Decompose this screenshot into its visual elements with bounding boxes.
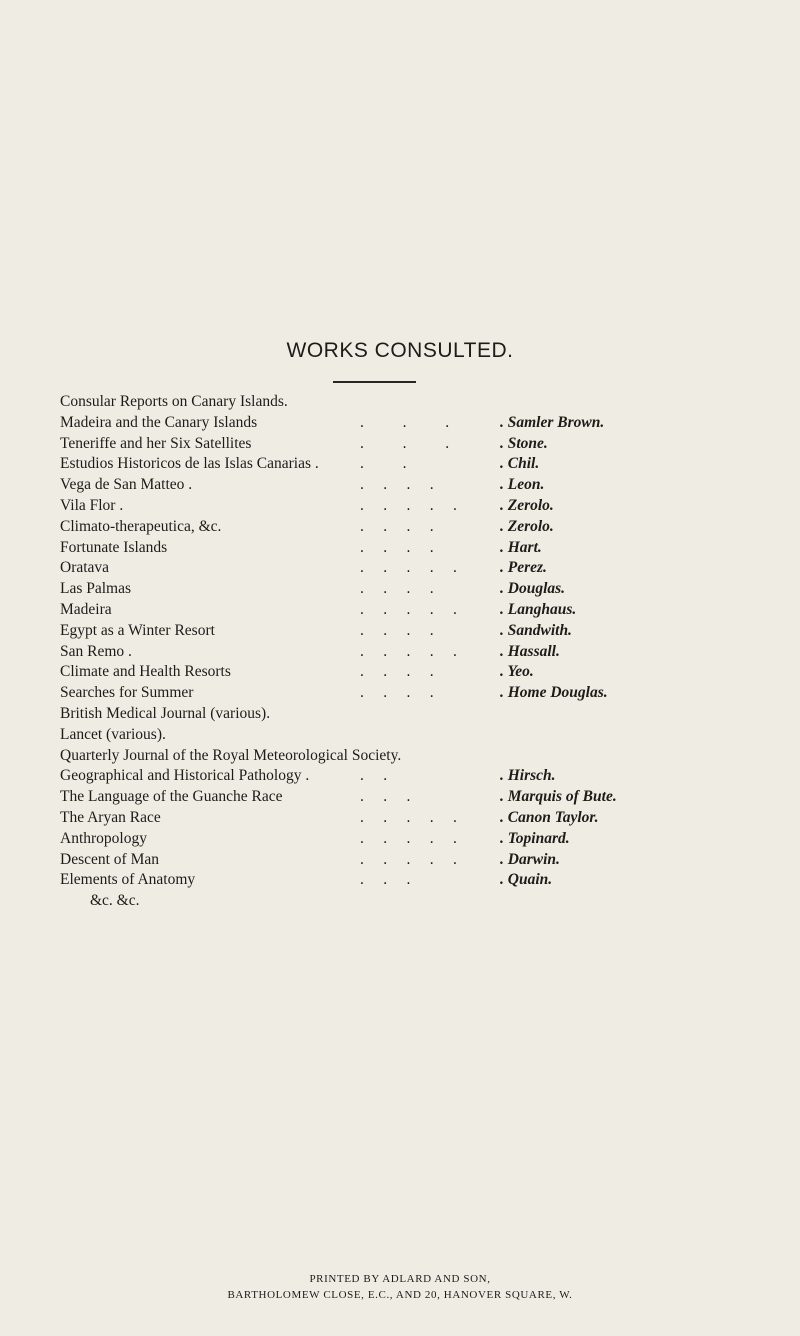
work-author: . Canon Taylor. [500,808,599,826]
work-entry [60,621,780,642]
dot-leader: . . . . [360,663,434,681]
dot-leader: . . . . [360,517,434,535]
work-title: Egypt as a Winter Resort [60,621,215,639]
work-entry [60,538,780,559]
dot-leader: . . . . [360,621,434,639]
work-entry [60,558,780,579]
work-entry [60,517,780,538]
work-title: Searches for Summer [60,684,194,702]
work-author: . Hart. [500,538,542,556]
work-entry [60,475,780,496]
work-title: Estudios Historicos de las Islas Canarias . [60,455,319,473]
work-title: Fortunate Islands [60,538,168,556]
work-entry [60,766,780,787]
dot-leader: . . [360,767,388,785]
work-title: Quarterly Journal of the Royal Meteorological Society. [60,746,402,764]
dot-leader: . . . . . [360,850,457,868]
dot-leader: . . [360,455,407,473]
work-author: . Leon. [500,476,545,494]
work-author: . Langhaus. [500,600,577,618]
work-entry [60,870,780,891]
work-entry [60,496,780,517]
work-entry [60,850,780,871]
work-author: . Darwin. [500,850,560,868]
work-title: British Medical Journal (various). [60,704,271,722]
work-title: The Language of the Guanche Race [60,788,283,806]
work-title: Geographical and Historical Pathology . [60,767,310,785]
work-title: Climate and Health Resorts [60,663,231,681]
work-entry [60,746,780,767]
work-title: Lancet (various). [60,725,166,743]
work-title: Madeira [60,600,112,618]
dot-leader: . . . . . [360,829,457,847]
work-author: . Home Douglas. [500,684,608,702]
work-entry [60,787,780,808]
work-entry [60,704,780,725]
dot-leader: . . . [360,434,450,452]
work-title: Vega de San Matteo . [60,476,193,494]
dot-leader: . . . . . [360,600,457,618]
work-entry [60,683,780,704]
work-entry [60,413,780,434]
work-title: Vila Flor . [60,496,124,514]
work-title: Consular Reports on Canary Islands. [60,393,288,410]
work-entry [60,579,780,600]
work-author: . Zerolo. [500,517,554,535]
dot-leader: . . . . [360,476,434,494]
work-title: Elements of Anatomy [60,871,196,889]
work-author: . Perez. [500,559,547,577]
work-entry [60,434,780,455]
work-author: . Topinard. [500,829,570,847]
work-author: . Sandwith. [500,621,572,639]
dot-leader: . . . . . [360,496,457,514]
work-title: Teneriffe and her Six Satellites [60,434,252,452]
work-author: . Quain. [500,871,553,889]
work-entry [60,642,780,663]
work-entry [60,891,780,912]
work-title: Oratava [60,559,110,577]
work-title: Madeira and the Canary Islands [60,413,258,431]
work-title: San Remo . [60,642,132,660]
work-title: Anthropology [60,829,147,847]
work-entry [60,392,780,413]
dot-leader: . . . . [360,538,434,556]
title-rule [333,381,416,383]
work-title: Descent of Man [60,850,159,868]
dot-leader: . . . . [360,580,434,598]
work-entry [60,808,780,829]
page-title: WORKS CONSULTED. [286,339,514,362]
work-entry [60,829,780,850]
dot-leader: . . . . . [360,559,457,577]
work-author: . Stone. [500,434,548,452]
dot-leader: . . . . . [360,808,457,826]
printer-line-1: PRINTED BY ADLARD AND SON, [309,1273,491,1285]
works-list [60,392,780,912]
dot-leader: . . . . [360,684,434,702]
printer-line-2: BARTHOLOMEW CLOSE, E.C., AND 20, HANOVER SQUARE, W. [227,1289,573,1301]
work-title: Las Palmas [60,580,132,598]
dot-leader: . . . [360,871,411,889]
work-author: . Samler Brown. [500,413,605,431]
dot-leader: . . . [360,413,450,431]
dot-leader: . . . [360,788,411,806]
work-author: . Chil. [500,455,540,473]
work-title: Climato-therapeutica, &c. [60,517,222,535]
work-author: . Marquis of Bute. [500,788,617,806]
work-entry [60,600,780,621]
work-author: . Yeo. [500,663,534,681]
work-author: . Zerolo. [500,496,554,514]
work-entry [60,454,780,475]
work-entry [60,725,780,746]
work-author: . Douglas. [500,580,566,598]
work-title: &c. &c. [90,892,140,910]
work-title: The Aryan Race [60,808,161,826]
work-entry [60,662,780,683]
work-author: . Hassall. [500,642,560,660]
work-author: . Hirsch. [500,767,556,785]
dot-leader: . . . . . [360,642,457,660]
